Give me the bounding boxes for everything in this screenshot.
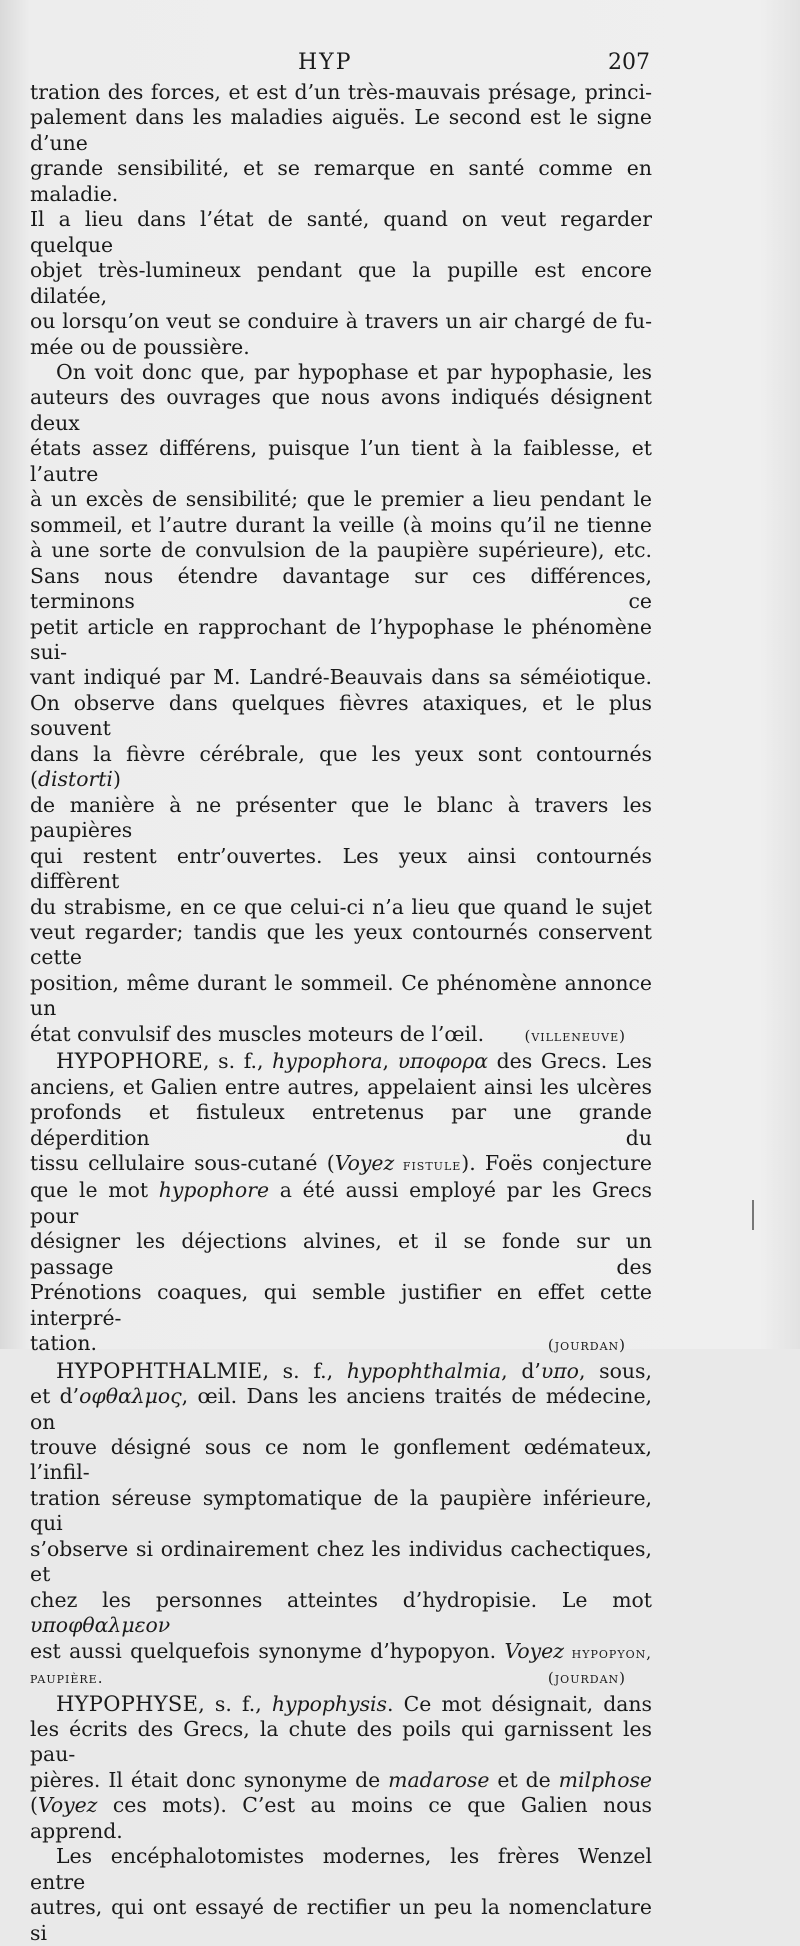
text-line: veut regarder; tandis que les yeux contournés conservent cette bbox=[30, 919, 652, 970]
italic-term: madarose bbox=[388, 1767, 490, 1792]
text-line bbox=[30, 1384, 652, 1435]
text-line: Sans nous étendre davantage sur ces différences, terminons ce bbox=[30, 563, 652, 614]
text-span: dans la fièvre cérébrale, que les yeux sont contournés ( bbox=[30, 741, 652, 792]
text-span: pières. Il était donc synonyme de bbox=[30, 1767, 389, 1792]
text-line: désigner les déjections alvines, et il se fonde sur un passage des bbox=[30, 1229, 652, 1279]
text-line: autres, qui ont essayé de rectifier un peu la nomenclature si bbox=[30, 1895, 652, 1945]
text-span: tissu cellulaire sous-cutané ( bbox=[30, 1151, 335, 1176]
cross-reference: hypopyon, bbox=[564, 1643, 652, 1662]
text-span: ) bbox=[112, 767, 121, 792]
text-line: Il a lieu dans l’état de santé, quand on veut regarder quelque bbox=[30, 207, 652, 257]
text-line: sommeil, et l’autre durant la veille (à moins qu’il ne tienne bbox=[30, 512, 652, 537]
greek-term: υποφθαλμεον bbox=[30, 1613, 171, 1638]
text-span: et d’ bbox=[30, 1384, 80, 1409]
italic-term: hypophora bbox=[272, 1049, 383, 1074]
author-signature: (jourdan) bbox=[547, 1669, 626, 1688]
italic-term: Voyez bbox=[334, 1151, 395, 1176]
italic-term: hypophore bbox=[158, 1178, 270, 1203]
text-line: tration séreuse symptomatique de la paupière inférieure, qui bbox=[30, 1485, 652, 1536]
text-span: . Ce mot désignait, dans bbox=[387, 1691, 652, 1716]
headword: HYPOPHORE bbox=[56, 1049, 204, 1074]
text-line bbox=[30, 1151, 652, 1178]
text-line: de manière à ne présenter que le blanc à travers les paupières bbox=[30, 792, 652, 843]
text-span: ). Foës conjecture bbox=[461, 1151, 652, 1176]
headword: HYPOPHYSE bbox=[56, 1691, 199, 1716]
italic-term: Voyez bbox=[37, 1793, 98, 1818]
text-span: , sous, bbox=[578, 1358, 653, 1383]
entry-heading-line bbox=[30, 1049, 652, 1074]
text-span: , d’ bbox=[501, 1358, 541, 1383]
headword: HYPOPHTHALMIE bbox=[56, 1358, 263, 1383]
text-span: état convulsif des muscles moteurs de l’œil. bbox=[30, 1021, 485, 1046]
page-body bbox=[30, 80, 652, 1946]
author-signature: (jourdan) bbox=[547, 1336, 626, 1355]
greek-term: υπο bbox=[540, 1358, 579, 1383]
text-line: tration des forces, et est d’un très-mauvais présage, princi- bbox=[30, 80, 652, 104]
entry-heading-line bbox=[30, 1359, 652, 1384]
text-span: est aussi quelquefois synonyme d’hypopyon. bbox=[30, 1638, 505, 1663]
cross-reference: paupière. bbox=[30, 1669, 104, 1688]
text-line: position, même durant le sommeil. Ce phénomène annonce un bbox=[30, 970, 652, 1021]
text-line: ou lorsqu’on veut se conduire à travers un air chargé de fu- bbox=[30, 309, 652, 334]
text-span: chez les personnes atteintes d’hydropisie. Le mot bbox=[30, 1587, 652, 1612]
text-line: états assez différens, puisque l’un tient à la faiblesse, et l’autre bbox=[30, 436, 652, 486]
text-line: à une sorte de convulsion de la paupière supérieure), etc. bbox=[30, 538, 652, 563]
italic-term: hypophysis bbox=[271, 1691, 388, 1716]
text-line bbox=[30, 1639, 652, 1666]
text-line: du strabisme, en ce que celui-ci n’a lieu que quand le sujet bbox=[30, 894, 652, 919]
text-line: objet très-lumineux pendant que la pupille est encore dilatée, bbox=[30, 258, 652, 308]
greek-term: οφθαλμος bbox=[79, 1384, 182, 1409]
text-line bbox=[30, 1793, 652, 1844]
text-span: , bbox=[382, 1049, 398, 1074]
text-line bbox=[30, 1178, 652, 1229]
text-line: Prénotions coaques, qui semble justifier en effet cette interpré- bbox=[30, 1280, 652, 1330]
text-line: Les encéphalotomistes modernes, les frères Wenzel entre bbox=[30, 1844, 652, 1894]
text-line: anciens, et Galien entre autres, appelaient ainsi les ulcères bbox=[30, 1074, 652, 1099]
text-line: grande sensibilité, et se remarque en santé comme en maladie. bbox=[30, 156, 652, 206]
running-title: HYP bbox=[298, 50, 353, 75]
text-line: On voit donc que, par hypophase et par hypophasie, les bbox=[56, 359, 652, 384]
italic-term: Voyez bbox=[504, 1638, 564, 1663]
text-line: qui restent entr’ouvertes. Les yeux ainsi contournés diffèrent bbox=[30, 843, 652, 894]
text-line: profonds et fistuleux entretenus par une grande déperdition du bbox=[30, 1100, 652, 1150]
text-line: vant indiqué par M. Landré-Beauvais dans sa séméiotique. bbox=[30, 665, 652, 690]
signed-line bbox=[30, 1022, 652, 1049]
signed-line bbox=[30, 1666, 652, 1691]
text-line: s’observe si ordinairement chez les individus cachectiques, et bbox=[30, 1536, 652, 1587]
signed-line bbox=[30, 1331, 652, 1358]
text-line: mée ou de poussière. bbox=[30, 334, 250, 359]
page-number: 207 bbox=[608, 50, 650, 75]
cross-reference: fistule bbox=[394, 1156, 462, 1175]
entry-heading-line bbox=[30, 1692, 652, 1717]
running-header bbox=[30, 50, 650, 80]
text-span: tation. bbox=[30, 1331, 97, 1356]
italic-term: distorti bbox=[37, 767, 113, 792]
text-span: des Grecs. Les bbox=[487, 1049, 652, 1074]
text-span: ces mots). C’est au moins ce que Galien nous apprend. bbox=[30, 1793, 652, 1843]
text-span: ( bbox=[30, 1793, 38, 1818]
text-line: auteurs des ouvrages que nous avons indiqués désignent deux bbox=[30, 385, 652, 435]
margin-mark bbox=[752, 1200, 754, 1230]
text-span: , s. f., bbox=[198, 1691, 272, 1716]
text-line bbox=[30, 1768, 652, 1793]
text-span: , s. f., bbox=[203, 1049, 273, 1074]
text-line bbox=[30, 1588, 652, 1639]
text-line: palement dans les maladies aiguës. Le second est le signe d’une bbox=[30, 105, 652, 155]
text-span: , œil. Dans les anciens traités de médecine, on bbox=[30, 1384, 652, 1434]
text-span: que le mot bbox=[30, 1178, 159, 1203]
text-line bbox=[30, 742, 652, 793]
text-line: trouve désigné sous ce nom le gonflement œdémateux, l’infil- bbox=[30, 1435, 652, 1485]
text-line: les écrits des Grecs, la chute des poils qui garnissent les pau- bbox=[30, 1717, 652, 1767]
text-span: , s. f., bbox=[262, 1358, 347, 1383]
text-line: à un excès de sensibilité; que le premier a lieu pendant le bbox=[30, 487, 652, 512]
text-span: et de bbox=[489, 1767, 559, 1792]
author-signature: (villeneuve) bbox=[524, 1026, 626, 1045]
text-line: petit article en rapprochant de l’hypophase le phénomène sui- bbox=[30, 614, 652, 664]
text-span: a été aussi employé par les Grecs pour bbox=[30, 1178, 653, 1228]
italic-term: milphose bbox=[558, 1767, 652, 1792]
italic-term: hypophthalmia bbox=[346, 1358, 502, 1383]
text-line: On observe dans quelques fièvres ataxiques, et le plus souvent bbox=[30, 690, 652, 741]
greek-term: υποφορα bbox=[397, 1049, 488, 1074]
